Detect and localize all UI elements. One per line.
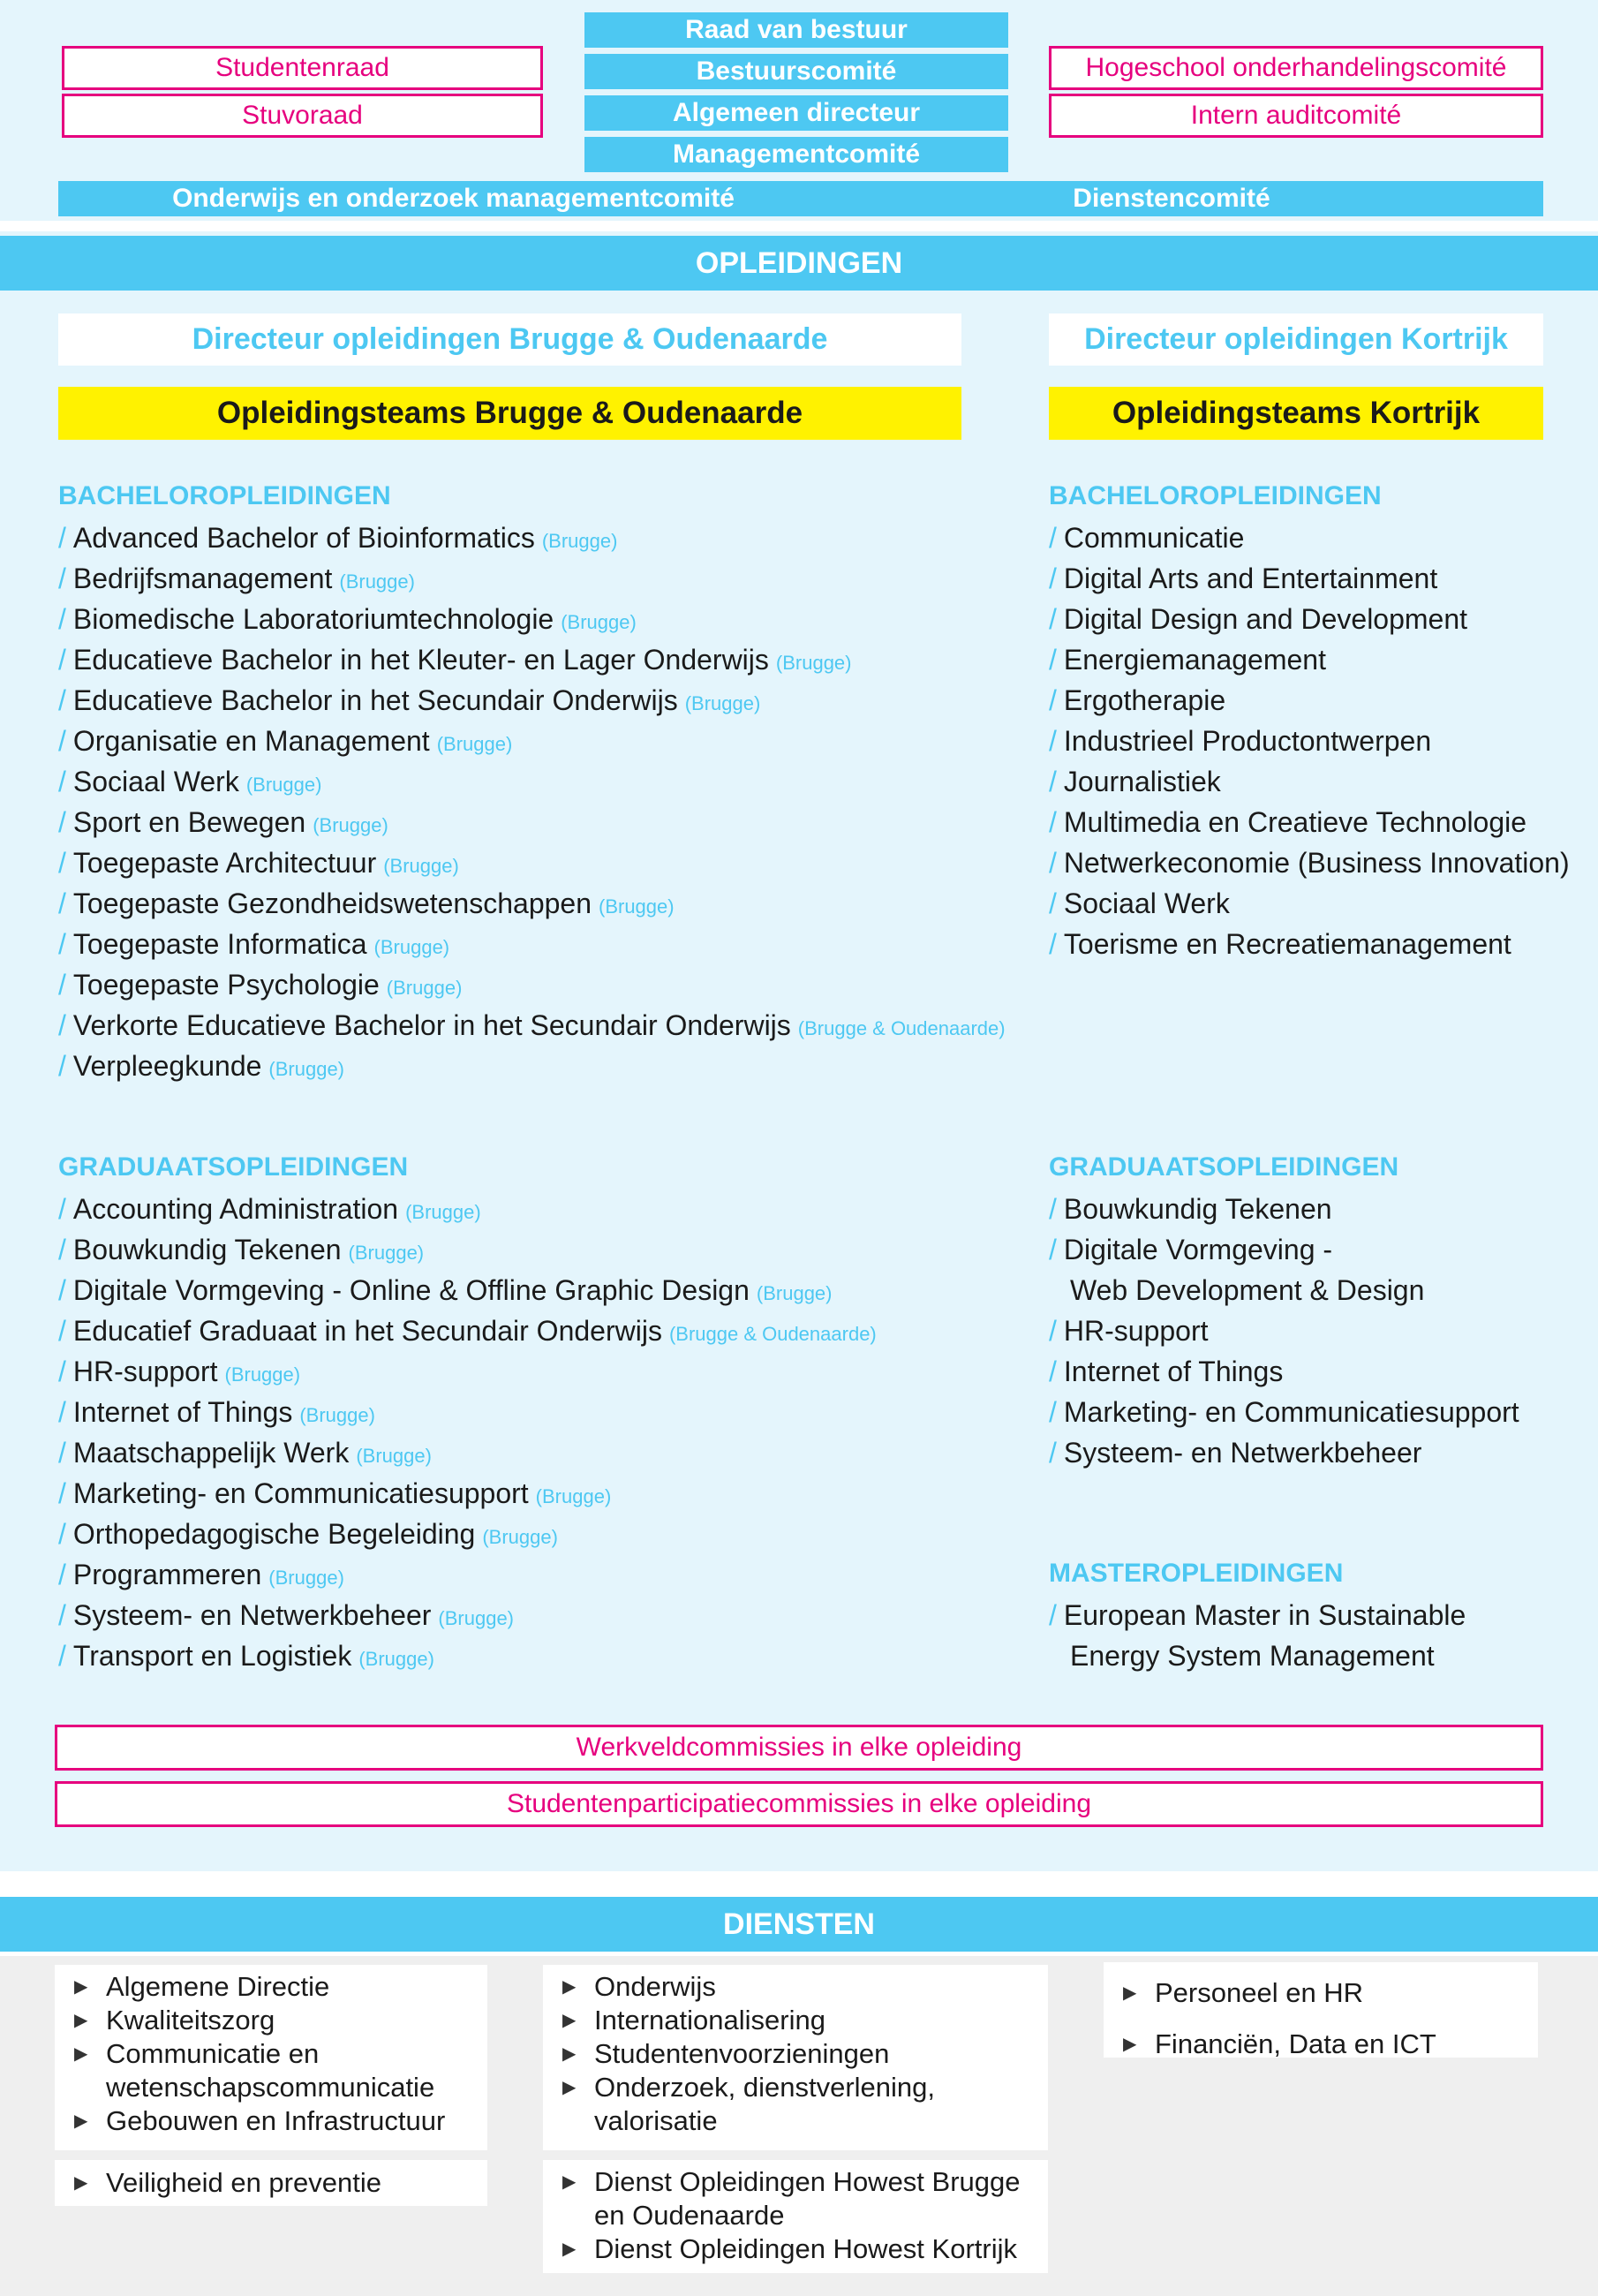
program-location: (Brugge) bbox=[541, 530, 618, 552]
dienst-label: Algemene Directie bbox=[106, 1971, 330, 2002]
diensten-box-5 bbox=[1104, 1962, 1538, 2058]
program-name: Educatief Graduaat in het Secundair Onderwijs bbox=[72, 1315, 662, 1347]
slash-icon: / bbox=[58, 928, 66, 960]
program-location: (Brugge) bbox=[358, 1648, 434, 1670]
slash-icon: / bbox=[1049, 563, 1057, 594]
dienst-item bbox=[561, 2071, 1039, 2104]
slash-icon: / bbox=[58, 725, 66, 757]
program-item bbox=[58, 599, 1006, 639]
program-item bbox=[1049, 1351, 1519, 1392]
slash-icon: / bbox=[58, 684, 66, 716]
slash-icon: / bbox=[58, 1477, 66, 1509]
slash-icon: / bbox=[1049, 1315, 1057, 1347]
program-name: Toegepaste Gezondheidswetenschappen bbox=[72, 887, 592, 919]
program-item bbox=[58, 639, 1006, 680]
program-item bbox=[58, 1392, 877, 1432]
program-name: European Master in Sustainable bbox=[1063, 1599, 1466, 1631]
program-location: (Brugge) bbox=[348, 1242, 425, 1264]
slash-icon: / bbox=[58, 1640, 66, 1672]
dienst-item bbox=[561, 2037, 1039, 2071]
program-name: Internet of Things bbox=[1063, 1356, 1284, 1387]
triangle-bullet-icon: ▶ bbox=[562, 2078, 577, 2097]
program-name: Verpleegkunde bbox=[72, 1050, 262, 1082]
slash-icon: / bbox=[58, 887, 66, 919]
program-location: (Brugge) bbox=[268, 1567, 344, 1589]
dienst-label: Onderwijs bbox=[594, 1971, 716, 2002]
program-name: Digital Design and Development bbox=[1063, 603, 1468, 635]
slash-icon: / bbox=[58, 766, 66, 797]
stuvoraad-box: Stuvoraad bbox=[62, 94, 543, 138]
slash-icon: / bbox=[58, 1356, 66, 1387]
slash-icon: / bbox=[1049, 603, 1057, 635]
bachelor-heading-right: BACHELOROPLEIDINGEN bbox=[1049, 481, 1382, 510]
program-item bbox=[58, 680, 1006, 721]
slash-icon: / bbox=[1049, 766, 1057, 797]
dienst-item bbox=[72, 2165, 479, 2201]
program-location: (Brugge) bbox=[756, 1282, 833, 1304]
slash-icon: / bbox=[58, 1009, 66, 1041]
program-item bbox=[58, 1310, 877, 1351]
slash-icon: / bbox=[58, 1518, 66, 1550]
director-kortrijk-box: Directeur opleidingen Kortrijk bbox=[1049, 313, 1543, 366]
program-name: Verkorte Educatieve Bachelor in het Secundair Onderwijs bbox=[72, 1009, 791, 1041]
program-item bbox=[58, 842, 1006, 883]
dienst-label: Dienst Opleidingen Howest Brugge bbox=[594, 2166, 1021, 2197]
slash-icon: / bbox=[1049, 1599, 1057, 1631]
program-location: (Brugge) bbox=[299, 1404, 375, 1426]
slash-icon: / bbox=[1049, 684, 1057, 716]
program-location: (Brugge) bbox=[268, 1058, 344, 1080]
managementcomite-box: Managementcomité bbox=[584, 137, 1008, 172]
program-name: Systeem- en Netwerkbeheer bbox=[1063, 1437, 1422, 1469]
program-item bbox=[58, 517, 1006, 558]
program-item bbox=[1049, 680, 1570, 721]
dienst-label: Financiën, Data en ICT bbox=[1155, 2028, 1436, 2059]
program-name: Journalistiek bbox=[1063, 766, 1221, 797]
slash-icon: / bbox=[58, 603, 66, 635]
dienst-label: Internationalisering bbox=[594, 2005, 825, 2035]
program-name: Organisatie en Management bbox=[72, 725, 430, 757]
dienst-item bbox=[561, 2004, 1039, 2037]
program-name: Digitale Vormgeving - Online & Offline Graphic Design bbox=[72, 1274, 750, 1306]
program-name: Sociaal Werk bbox=[1063, 887, 1230, 919]
slash-icon: / bbox=[58, 847, 66, 879]
opleidingen-title-band: OPLEIDINGEN bbox=[0, 236, 1598, 291]
program-item bbox=[1049, 599, 1570, 639]
algemeen-directeur-box: Algemeen directeur bbox=[584, 95, 1008, 131]
diensten-box-1 bbox=[55, 1965, 487, 2150]
triangle-bullet-icon: ▶ bbox=[1123, 1983, 1137, 2003]
diensten-box-4 bbox=[543, 2160, 1048, 2273]
program-item bbox=[58, 1189, 877, 1229]
program-name: Advanced Bachelor of Bioinformatics bbox=[72, 522, 535, 554]
program-name: Marketing- en Communicatiesupport bbox=[72, 1477, 529, 1509]
program-location: (Brugge) bbox=[482, 1526, 558, 1548]
program-location: (Brugge) bbox=[339, 570, 415, 593]
program-item bbox=[58, 1514, 877, 1554]
program-item bbox=[58, 1554, 877, 1595]
triangle-bullet-icon: ▶ bbox=[562, 2172, 577, 2192]
program-name: Toegepaste Architectuur bbox=[72, 847, 377, 879]
slash-icon: / bbox=[1049, 522, 1057, 554]
dienst-item bbox=[561, 2199, 1039, 2232]
program-name: Bouwkundig Tekenen bbox=[72, 1234, 342, 1265]
program-location: (Brugge) bbox=[356, 1445, 432, 1467]
dienst-label: Communicatie en bbox=[106, 2038, 320, 2069]
program-name: Energy System Management bbox=[1070, 1640, 1435, 1672]
program-name: Internet of Things bbox=[72, 1396, 293, 1428]
graduaat-list-right bbox=[1049, 1189, 1519, 1473]
program-item bbox=[1049, 1635, 1466, 1676]
program-item bbox=[58, 1635, 877, 1676]
dienst-label: valorisatie bbox=[594, 2105, 718, 2136]
program-item bbox=[1049, 721, 1570, 761]
program-name: Communicatie bbox=[1063, 522, 1245, 554]
program-item bbox=[1049, 1229, 1519, 1270]
diensten-box-3 bbox=[543, 1965, 1048, 2150]
dienstencomite-box: Dienstencomité bbox=[800, 181, 1543, 216]
program-item bbox=[1049, 924, 1570, 964]
dienst-item bbox=[72, 1970, 479, 2004]
program-location: (Brugge) bbox=[438, 1607, 514, 1629]
slash-icon: / bbox=[58, 1396, 66, 1428]
slash-icon: / bbox=[58, 1193, 66, 1225]
slash-icon: / bbox=[1049, 847, 1057, 879]
werkveldcommissies-box: Werkveldcommissies in elke opleiding bbox=[55, 1725, 1543, 1771]
governance-section bbox=[0, 0, 1598, 221]
bachelor-heading-left: BACHELOROPLEIDINGEN bbox=[58, 481, 391, 510]
program-item bbox=[1049, 1392, 1519, 1432]
onderhandelingscomite-box: Hogeschool onderhandelingscomité bbox=[1049, 46, 1543, 90]
program-item bbox=[58, 761, 1006, 802]
program-name: Sociaal Werk bbox=[72, 766, 239, 797]
program-name: Marketing- en Communicatiesupport bbox=[1063, 1396, 1519, 1428]
program-item bbox=[1049, 1432, 1519, 1473]
dienst-label: en Oudenaarde bbox=[594, 2200, 785, 2231]
program-location: (Brugge) bbox=[383, 855, 459, 877]
program-location: (Brugge) bbox=[224, 1363, 301, 1386]
program-item bbox=[1049, 1270, 1519, 1310]
dienst-label: Veiligheid en preventie bbox=[106, 2167, 381, 2198]
program-item bbox=[58, 558, 1006, 599]
program-item bbox=[1049, 517, 1570, 558]
slash-icon: / bbox=[1049, 887, 1057, 919]
program-name: Systeem- en Netwerkbeheer bbox=[72, 1599, 432, 1631]
director-brugge-box: Directeur opleidingen Brugge & Oudenaarde bbox=[58, 313, 961, 366]
program-location: (Brugge) bbox=[386, 977, 463, 999]
slash-icon: / bbox=[58, 969, 66, 1001]
program-item bbox=[1049, 802, 1570, 842]
studentenraad-box: Studentenraad bbox=[62, 46, 543, 90]
triangle-bullet-icon: ▶ bbox=[562, 1977, 577, 1997]
graduaat-heading-right: GRADUAATSOPLEIDINGEN bbox=[1049, 1152, 1399, 1182]
triangle-bullet-icon: ▶ bbox=[74, 2011, 88, 2030]
slash-icon: / bbox=[1049, 1356, 1057, 1387]
program-location: (Brugge) bbox=[561, 611, 637, 633]
bestuurscomite-box: Bestuurscomité bbox=[584, 54, 1008, 89]
program-name: Industrieel Productontwerpen bbox=[1063, 725, 1432, 757]
dienst-item bbox=[1121, 2019, 1529, 2070]
program-item bbox=[1049, 558, 1570, 599]
program-name: Educatieve Bachelor in het Secundair Onderwijs bbox=[72, 684, 678, 716]
program-name: Ergotherapie bbox=[1063, 684, 1226, 716]
slash-icon: / bbox=[58, 1437, 66, 1469]
teams-kortrijk-box: Opleidingsteams Kortrijk bbox=[1049, 387, 1543, 440]
dienst-item bbox=[561, 2104, 1039, 2138]
program-item bbox=[58, 964, 1006, 1005]
program-name: Transport en Logistiek bbox=[72, 1640, 352, 1672]
program-location: (Brugge) bbox=[535, 1485, 612, 1507]
slash-icon: / bbox=[1049, 928, 1057, 960]
slash-icon: / bbox=[1049, 1193, 1057, 1225]
dienst-label: wetenschapscommunicatie bbox=[106, 2072, 435, 2103]
program-location: (Brugge & Oudenaarde) bbox=[668, 1323, 877, 1345]
program-name: Toegepaste Informatica bbox=[72, 928, 367, 960]
program-name: Sport en Bewegen bbox=[72, 806, 306, 838]
dienst-label: Dienst Opleidingen Howest Kortrijk bbox=[594, 2233, 1017, 2264]
program-item bbox=[58, 1046, 1006, 1086]
dienst-item bbox=[561, 2232, 1039, 2266]
program-item bbox=[1049, 1310, 1519, 1351]
program-item bbox=[58, 1473, 877, 1514]
program-item bbox=[58, 802, 1006, 842]
slash-icon: / bbox=[1049, 644, 1057, 676]
slash-icon: / bbox=[58, 806, 66, 838]
program-name: Digital Arts and Entertainment bbox=[1063, 563, 1438, 594]
dienst-item bbox=[72, 2037, 479, 2071]
dienst-label: Studentenvoorzieningen bbox=[594, 2038, 890, 2069]
triangle-bullet-icon: ▶ bbox=[74, 2173, 88, 2193]
triangle-bullet-icon: ▶ bbox=[1123, 2035, 1137, 2054]
slash-icon: / bbox=[58, 644, 66, 676]
program-name: Programmeren bbox=[72, 1559, 262, 1590]
diensten-title-band: DIENSTEN bbox=[0, 1897, 1598, 1952]
program-item bbox=[58, 883, 1006, 924]
program-item bbox=[1049, 1189, 1519, 1229]
program-item bbox=[58, 1351, 877, 1392]
triangle-bullet-icon: ▶ bbox=[562, 2239, 577, 2259]
program-item bbox=[58, 1595, 877, 1635]
bachelor-list-left bbox=[58, 517, 1006, 1086]
master-list bbox=[1049, 1595, 1466, 1676]
diensten-box-2 bbox=[55, 2160, 487, 2206]
program-item bbox=[58, 721, 1006, 761]
program-name: Web Development & Design bbox=[1070, 1274, 1425, 1306]
slash-icon: / bbox=[58, 1315, 66, 1347]
program-location: (Brugge) bbox=[245, 774, 322, 796]
raad-van-bestuur-box: Raad van bestuur bbox=[584, 12, 1008, 48]
graduaat-list-left bbox=[58, 1189, 877, 1676]
dienst-item bbox=[72, 2071, 479, 2104]
program-name: Educatieve Bachelor in het Kleuter- en Lager Onderwijs bbox=[72, 644, 769, 676]
graduaat-heading-left: GRADUAATSOPLEIDINGEN bbox=[58, 1152, 409, 1182]
program-location: (Brugge) bbox=[684, 692, 761, 714]
bachelor-list-right bbox=[1049, 517, 1570, 964]
triangle-bullet-icon: ▶ bbox=[74, 2111, 88, 2131]
slash-icon: / bbox=[1049, 806, 1057, 838]
dienst-label: Onderzoek, dienstverlening, bbox=[594, 2072, 936, 2103]
slash-icon: / bbox=[58, 1234, 66, 1265]
program-name: Netwerkeconomie (Business Innovation) bbox=[1063, 847, 1570, 879]
program-location: (Brugge & Oudenaarde) bbox=[797, 1017, 1006, 1039]
triangle-bullet-icon: ▶ bbox=[74, 2044, 88, 2064]
program-item bbox=[1049, 639, 1570, 680]
teams-brugge-box: Opleidingsteams Brugge & Oudenaarde bbox=[58, 387, 961, 440]
dienst-label: Kwaliteitszorg bbox=[106, 2005, 275, 2035]
program-name: Biomedische Laboratoriumtechnologie bbox=[72, 603, 554, 635]
onderwijs-onderzoek-managementcomite-box: Onderwijs en onderzoek managementcomité bbox=[58, 181, 848, 216]
program-location: (Brugge) bbox=[313, 814, 388, 836]
program-item bbox=[1049, 883, 1570, 924]
slash-icon: / bbox=[58, 563, 66, 594]
program-name: Energiemanagement bbox=[1063, 644, 1326, 676]
triangle-bullet-icon: ▶ bbox=[74, 1977, 88, 1997]
slash-icon: / bbox=[58, 1559, 66, 1590]
dienst-item bbox=[72, 2104, 479, 2138]
program-location: (Brugge) bbox=[373, 936, 450, 958]
program-location: (Brugge) bbox=[775, 652, 852, 674]
program-name: Maatschappelijk Werk bbox=[72, 1437, 350, 1469]
program-name: Orthopedagogische Begeleiding bbox=[72, 1518, 476, 1550]
slash-icon: / bbox=[58, 1050, 66, 1082]
program-name: HR-support bbox=[1063, 1315, 1209, 1347]
program-name: Digitale Vormgeving - bbox=[1063, 1234, 1333, 1265]
program-item bbox=[58, 1432, 877, 1473]
program-location: (Brugge) bbox=[599, 895, 675, 918]
slash-icon: / bbox=[1049, 725, 1057, 757]
program-name: Bedrijfsmanagement bbox=[72, 563, 333, 594]
dienst-item bbox=[72, 2004, 479, 2037]
program-name: Toegepaste Psychologie bbox=[72, 969, 380, 1001]
program-name: Toerisme en Recreatiemanagement bbox=[1063, 928, 1511, 960]
slash-icon: / bbox=[1049, 1234, 1057, 1265]
program-item bbox=[1049, 1595, 1466, 1635]
slash-icon: / bbox=[1049, 1437, 1057, 1469]
slash-icon: / bbox=[58, 1599, 66, 1631]
triangle-bullet-icon: ▶ bbox=[562, 2011, 577, 2030]
program-name: Multimedia en Creatieve Technologie bbox=[1063, 806, 1527, 838]
dienst-item bbox=[561, 2165, 1039, 2199]
slash-icon: / bbox=[58, 522, 66, 554]
program-item bbox=[58, 1229, 877, 1270]
program-location: (Brugge) bbox=[405, 1201, 481, 1223]
program-name: Bouwkundig Tekenen bbox=[1063, 1193, 1332, 1225]
program-item bbox=[58, 1270, 877, 1310]
auditcomite-box: Intern auditcomité bbox=[1049, 94, 1543, 138]
dienst-label: Gebouwen en Infrastructuur bbox=[106, 2105, 446, 2136]
program-item bbox=[58, 1005, 1006, 1046]
program-item bbox=[1049, 761, 1570, 802]
slash-icon: / bbox=[1049, 1396, 1057, 1428]
program-location: (Brugge) bbox=[436, 733, 513, 755]
program-name: HR-support bbox=[72, 1356, 218, 1387]
dienst-label: Personeel en HR bbox=[1155, 1977, 1364, 2008]
dienst-item bbox=[1121, 1967, 1529, 2019]
slash-icon: / bbox=[58, 1274, 66, 1306]
triangle-bullet-icon: ▶ bbox=[562, 2044, 577, 2064]
master-heading: MASTEROPLEIDINGEN bbox=[1049, 1559, 1344, 1588]
dienst-item bbox=[561, 1970, 1039, 2004]
program-item bbox=[1049, 842, 1570, 883]
program-name: Accounting Administration bbox=[72, 1193, 399, 1225]
program-item bbox=[58, 924, 1006, 964]
studentenparticipatiecommissies-box: Studentenparticipatiecommissies in elke opleiding bbox=[55, 1781, 1543, 1827]
